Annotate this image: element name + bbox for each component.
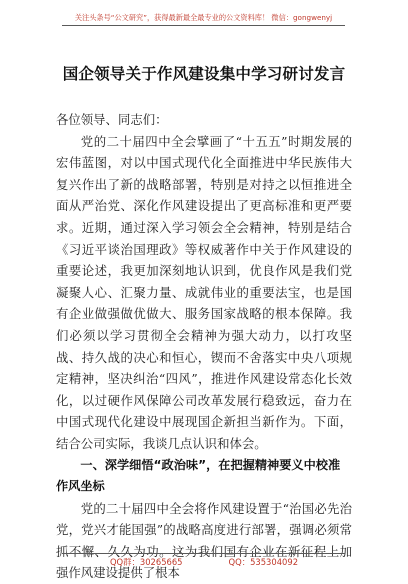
page-footer [0, 556, 408, 568]
footer-divider [62, 553, 345, 554]
document-body [56, 109, 352, 584]
section-heading: 一、深学细悟“政治味”，在把握精神要义中校准作风坐标 [56, 457, 341, 494]
paragraph: 党的二十届四中全会擘画了“十五五”时期发展的宏伟蓝图，对以中国式现代化全面推进中华民族伟大复兴作出了新的战略部署，特别是对持之以恒推进全面从严治党、深化作风建设提出了更高标准和更严要求。近期，通过深入学习领会全会精神，特别是结合《习近平谈治国理政》等权威著作中关于作风建设的重要论述，我更加深刻地认识到，优良作风是我们党凝聚人心、汇聚力量、成就伟业的重要法宝，也是国有企业做强做优做大、服务国家战略的根本保障。我们必须以学习贯彻全会精神为强大动力，以打攻坚战、持久战的决心和恒心，锲而不舍落实中央八项规定精神，坚决纠治“四风”，推进作风建设常态化长效化，以过硬作风保障公司改革发展行稳致远，奋力在中国式现代化建设中展现国企新担当新作为。下面，结合公司实际，我谈几点认识和体会。 [56, 133, 352, 451]
document-title: 国企领导关于作风建设集中学习研讨发言 [62, 64, 346, 83]
greeting: 各位领导、同志们： [56, 112, 168, 127]
header-promo-text: 关注头条号“公文研究”，获得最新最全最专业的公文资料库！ 微信：gongwenyj [74, 13, 333, 22]
section-paragraph: 党的二十届四中全会将作风建设置于“治国必先治党，党兴才能国强”的战略高度进行部署，强调必须常抓不懈、久久为功。这为我们国有企业在新征程上加强作风建设提供了根本 [56, 500, 352, 581]
footer-qq: QQ：535304092 [228, 557, 299, 567]
footer-qq-group: QQ群：30265665 [109, 557, 183, 567]
page-header [62, 12, 345, 26]
